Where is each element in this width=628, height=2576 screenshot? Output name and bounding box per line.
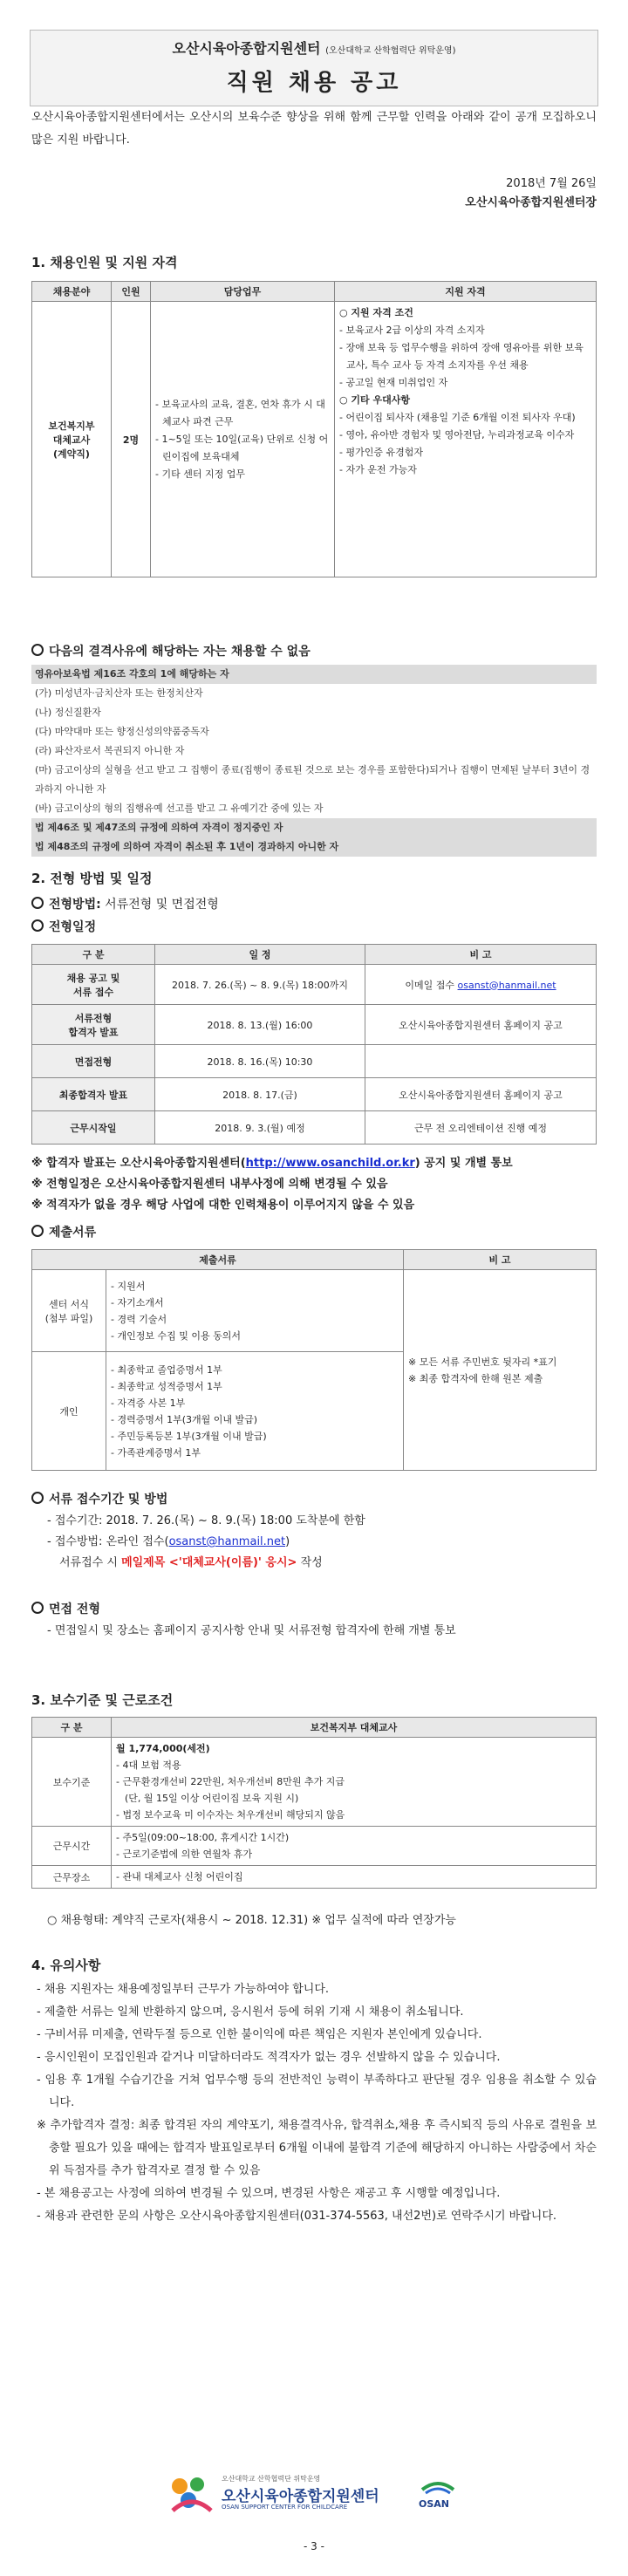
- duty-item: - 1~5일 또는 10일(교육) 단위로 신청 어린이집에 보육대체: [155, 433, 329, 462]
- list-item: - 임용 후 1개월 수습기간을 거쳐 업무수행 등의 전반적인 능력이 부족하다고 판단될 경우 임용을 취소할 수 있습니다.: [37, 2074, 597, 2109]
- title-box: [30, 30, 598, 106]
- receipt-block: [31, 1511, 597, 1574]
- group-label: 센터 서식 (첨부 파일): [32, 1270, 106, 1352]
- table-row: 면접전형 2018. 8. 16.(목) 10:30: [32, 1045, 597, 1078]
- table-row: 서류전형 합격자 발표 2018. 8. 13.(월) 16:00 오산시육아종합지원센터 홈페이지 공고: [32, 1005, 597, 1045]
- place-label: 근무장소: [32, 1866, 112, 1889]
- th-field: 채용분야: [32, 282, 112, 302]
- page-number: - 3 -: [304, 2540, 324, 2552]
- th-date: 일 정: [155, 945, 365, 965]
- duty-item: - 보육교사의 교육, 결혼, 연차 휴가 시 대체교사 파견 근무: [155, 398, 325, 427]
- section-2-title: 2. 전형 방법 및 일정: [31, 871, 153, 886]
- disq-list: [31, 665, 597, 857]
- interview-text: - 면접일시 및 장소는 홈페이지 공지사항 안내 및 서류전형 합격자에 한해 개별 통보: [47, 1624, 456, 1637]
- osan-city-logo-icon: [420, 2477, 455, 2497]
- notice-date: 2018년 7월 26일: [506, 177, 597, 190]
- time-items: - 주5일(09:00~18:00, 휴게시간 1시간) - 근로기준법에 의한 연월차 휴가: [112, 1827, 597, 1866]
- th-category: 구 분: [32, 1718, 112, 1738]
- method-line: 전형방법: 서류전형 및 면접전형: [31, 893, 597, 916]
- section-1-title: 1. 채용인원 및 지원 자격: [31, 255, 178, 270]
- ring-bullet-icon: [31, 897, 44, 909]
- th-docs: 제출서류: [32, 1250, 404, 1270]
- disq-line: 법 제48조의 규정에 의하여 자격이 취소된 후 1년이 경과하지 아니한 자: [31, 837, 597, 857]
- schedule-table: [31, 944, 597, 1145]
- note-announce: ※ 합격자 발표는 오산시육아종합지원센터(http://www.osanchild.or.kr) 공지 및 개별 통보: [31, 1157, 513, 1170]
- receipt-title: 서류 접수기간 및 방법: [31, 1490, 597, 1507]
- th-note: 비 고: [365, 945, 597, 965]
- logo-eng: OSAN SUPPORT CENTER FOR CHILDCARE: [222, 2504, 348, 2511]
- list-item: - 구비서류 미제출, 연락두절 등으로 인한 불이익에 따른 책임은 지원자 본인에게 있습니다.: [37, 2028, 482, 2041]
- list-item: - 응시인원이 모집인원과 같거나 미달하더라도 적격자가 없는 경우 선발하지 않을 수 있습니다.: [37, 2051, 501, 2064]
- table-row: 채용 공고 및 서류 접수 2018. 7. 26.(목) ~ 8. 9.(목) 18:00까지 이메일 접수 osanst@hanmail.net: [32, 965, 597, 1005]
- signer: 오산시육아종합지원센터장: [465, 196, 597, 209]
- logo-name: 오산시육아종합지원센터: [222, 2488, 379, 2505]
- list-item: - 제출한 서류는 일체 반환하지 않으며, 응시원서 등에 허위 기재 시 채용이 취소됩니다.: [37, 2005, 464, 2019]
- disq-line: (바) 금고이상의 형의 집행유예 선고를 받고 그 유예기간 중에 있는 자: [35, 803, 324, 814]
- pay-label: 보수기준: [32, 1738, 112, 1827]
- qual-item: - 어린이집 퇴사자 (채용일 기준 6개월 이전 퇴사자 우대): [339, 412, 576, 423]
- section-3-title: 3. 보수기준 및 근로조건: [31, 1692, 174, 1708]
- disq-title: 다음의 결격사유에 해당하는 자는 채용할 수 없음: [31, 642, 597, 659]
- table-row: 근무시작일 2018. 9. 3.(월) 예정 근무 전 오리엔테이션 진행 예정: [32, 1111, 597, 1145]
- docs-title: 제출서류: [31, 1223, 597, 1240]
- disq-line: (다) 마약대마 또는 향정신성의약품중독자: [35, 726, 209, 737]
- list-item: - 채용 지원자는 채용예정일부터 근무가 가능하여야 합니다.: [37, 1983, 330, 1996]
- qual-head: ○ 지원 자격 조건: [339, 307, 413, 318]
- employment-form: ○ 채용형태: 계약직 근로자(채용시 ~ 2018. 12.31) ※ 업무 실적에 따라 연장가능: [47, 1914, 456, 1927]
- page-title: 직원 채용 공고: [226, 70, 402, 96]
- ring-bullet-icon: [31, 1492, 44, 1504]
- recruit-table: [31, 281, 597, 577]
- ring-bullet-icon: [31, 1602, 44, 1614]
- qual-item: - 영아, 유아반 경험자 및 영아전담, 누리과정교육 이수자: [339, 429, 575, 441]
- cell-duty: [151, 302, 335, 577]
- qual-head: ○ 기타 우대사항: [339, 394, 411, 406]
- disq-line: (가) 미성년자·금치산자 또는 한정치산자: [35, 687, 203, 699]
- th-substitute: 보건복지부 대체교사: [112, 1718, 597, 1738]
- child-logo-icon: [166, 2472, 218, 2519]
- docs-table: [31, 1249, 597, 1471]
- interview-title: 면접 전형: [31, 1600, 597, 1617]
- note-qualified: ※ 적격자가 없을 경우 해당 사업에 대한 인력채용이 이루어지지 않을 수 있음: [31, 1199, 415, 1212]
- email-link[interactable]: osanst@hanmail.net: [168, 1535, 286, 1548]
- center-logo: [166, 2472, 462, 2519]
- schedule-title: 전형일정: [31, 918, 597, 935]
- disq-line: 영유아보육법 제16조 각호의 1에 해당하는 자: [31, 665, 597, 684]
- ring-bullet-icon: [31, 1225, 44, 1237]
- cautions-list: [31, 1978, 597, 2228]
- cell-field: 보건복지부 대체교사 (계약직): [32, 302, 112, 577]
- pay-table: [31, 1717, 597, 1889]
- receipt-period: - 접수기간: 2018. 7. 26.(목) ~ 8. 9.(목) 18:00 도착분에 한함: [47, 1514, 365, 1527]
- list-item: ※ 추가합격자 결정: 최종 합격된 자의 계약포기, 채용결격사유, 합격취소,채용 후 즉시퇴직 등의 사유로 결원을 보충할 필요가 있을 때에는 합격자 발표일로부터 6개월 이내에 불합격 기준에 해당하지 아니하는 사람중에서 차순위 득점자를 추가 합격자로 결정 할 수 있음: [37, 2119, 597, 2177]
- intro-text: 오산시육아종합지원센터에서는 오산시의 보육수준 향상을 위해 함께 근무할 인력을 아래와 같이 공개 모집하오니 많은 지원 바랍니다.: [31, 111, 597, 147]
- qual-item: - 평가인증 유경험자: [339, 447, 423, 458]
- email-link[interactable]: osanst@hanmail.net: [457, 979, 556, 991]
- qual-item: - 자가 운전 가능자: [339, 464, 417, 475]
- note-schedule: ※ 전형일정은 오산시육아종합지원센터 내부사정에 의해 변경될 수 있음: [31, 1178, 388, 1191]
- table-row: 최종합격자 발표 2018. 8. 17.(금) 오산시육아종합지원센터 홈페이지 공고: [32, 1078, 597, 1111]
- cell-qual: [335, 302, 597, 577]
- place-items: - 관내 대체교사 신청 어린이집: [112, 1866, 597, 1889]
- group-label: 개인: [32, 1352, 106, 1471]
- group-items: - 지원서 - 자기소개서 - 경력 기술서 - 개인정보 수집 및 이용 동의서: [106, 1270, 404, 1352]
- qual-item: - 장애 보육 등 업무수행을 위하여 장애 영유아를 위한 보육교사, 특수 교사 등 자격 소지자를 우선 채용: [339, 342, 584, 371]
- ring-bullet-icon: [31, 919, 44, 932]
- disq-line: (나) 정신질환자: [35, 707, 101, 718]
- group-items: - 최종학교 졸업증명서 1부 - 최종학교 성적증명서 1부 - 자격증 사본 1부 - 경력증명서 1부(3개월 이내 발급) - 주민등록등본 1부(3개월 이내 발급) - 가족관계증명서 1부: [106, 1352, 404, 1471]
- time-label: 근무시간: [32, 1827, 112, 1866]
- th-stage: 구 분: [32, 945, 155, 965]
- th-count: 인원: [112, 282, 151, 302]
- qual-item: - 보육교사 2급 이상의 자격 소지자: [339, 325, 485, 336]
- th-qual: 지원 자격: [335, 282, 597, 302]
- receipt-subject: 서류접수 시 메일제목 <'대체교사(이름)' 응시> 작성: [59, 1556, 323, 1569]
- list-item: - 채용과 관련한 문의 사항은 오산시육아종합지원센터(031-374-5563, 내선2번)로 연락주시기 바랍니다.: [37, 2210, 557, 2223]
- notice-date-block: [31, 174, 597, 213]
- disq-line: (마) 금고이상의 실형을 선고 받고 그 집행이 종료(집행이 종료된 것으로 보는 경우를 포함한다)되거나 집행이 면제된 날부터 3년이 경과하지 아니한 자: [35, 764, 590, 795]
- logo-sub: 오산대학교 산학협력단 위탁운영: [222, 2475, 321, 2483]
- disq-line: 법 제46조 및 제47조의 규정에 의하여 자격이 정지중인 자: [31, 818, 597, 837]
- org-name: 오산시육아종합지원센터 (오산대학교 산학협력단 위탁운영): [172, 40, 456, 57]
- cell-count: 2명: [112, 302, 151, 577]
- qual-item: - 공고일 현재 미취업인 자: [339, 377, 448, 388]
- homepage-link[interactable]: http://www.osanchild.or.kr: [245, 1157, 415, 1170]
- notes-block: [31, 1153, 597, 1216]
- logo-city: OSAN: [419, 2498, 449, 2510]
- ring-bullet-icon: [31, 644, 44, 656]
- disq-line: (라) 파산자로서 복권되지 아니한 자: [35, 745, 185, 756]
- th-docs-note: 비 고: [404, 1250, 597, 1270]
- receipt-method: - 접수방법: 온라인 접수(osanst@hanmail.net): [47, 1535, 290, 1548]
- list-item: - 본 채용공고는 사정에 의하여 변경될 수 있으며, 변경된 사항은 재공고 후 시행할 예정입니다.: [37, 2187, 501, 2200]
- section-4-title: 4. 유의사항: [31, 1958, 101, 1973]
- duty-item: - 기타 센터 지정 업무: [155, 468, 245, 480]
- docs-remark: ※ 모든 서류 주민번호 뒷자리 *표기 ※ 최종 합격자에 한해 원본 제출: [404, 1270, 597, 1471]
- th-duty: 담당업무: [151, 282, 335, 302]
- pay-items: 월 1,774,000(세전) - 4대 보험 적용 - 근무환경개선비 22만원, 처우개선비 8만원 추가 지급 (단, 월 15일 이상 어린이집 보육 지원 시) - 법정 보수교육 미 이수자는 처우개선비 해당되지 않음: [112, 1738, 597, 1827]
